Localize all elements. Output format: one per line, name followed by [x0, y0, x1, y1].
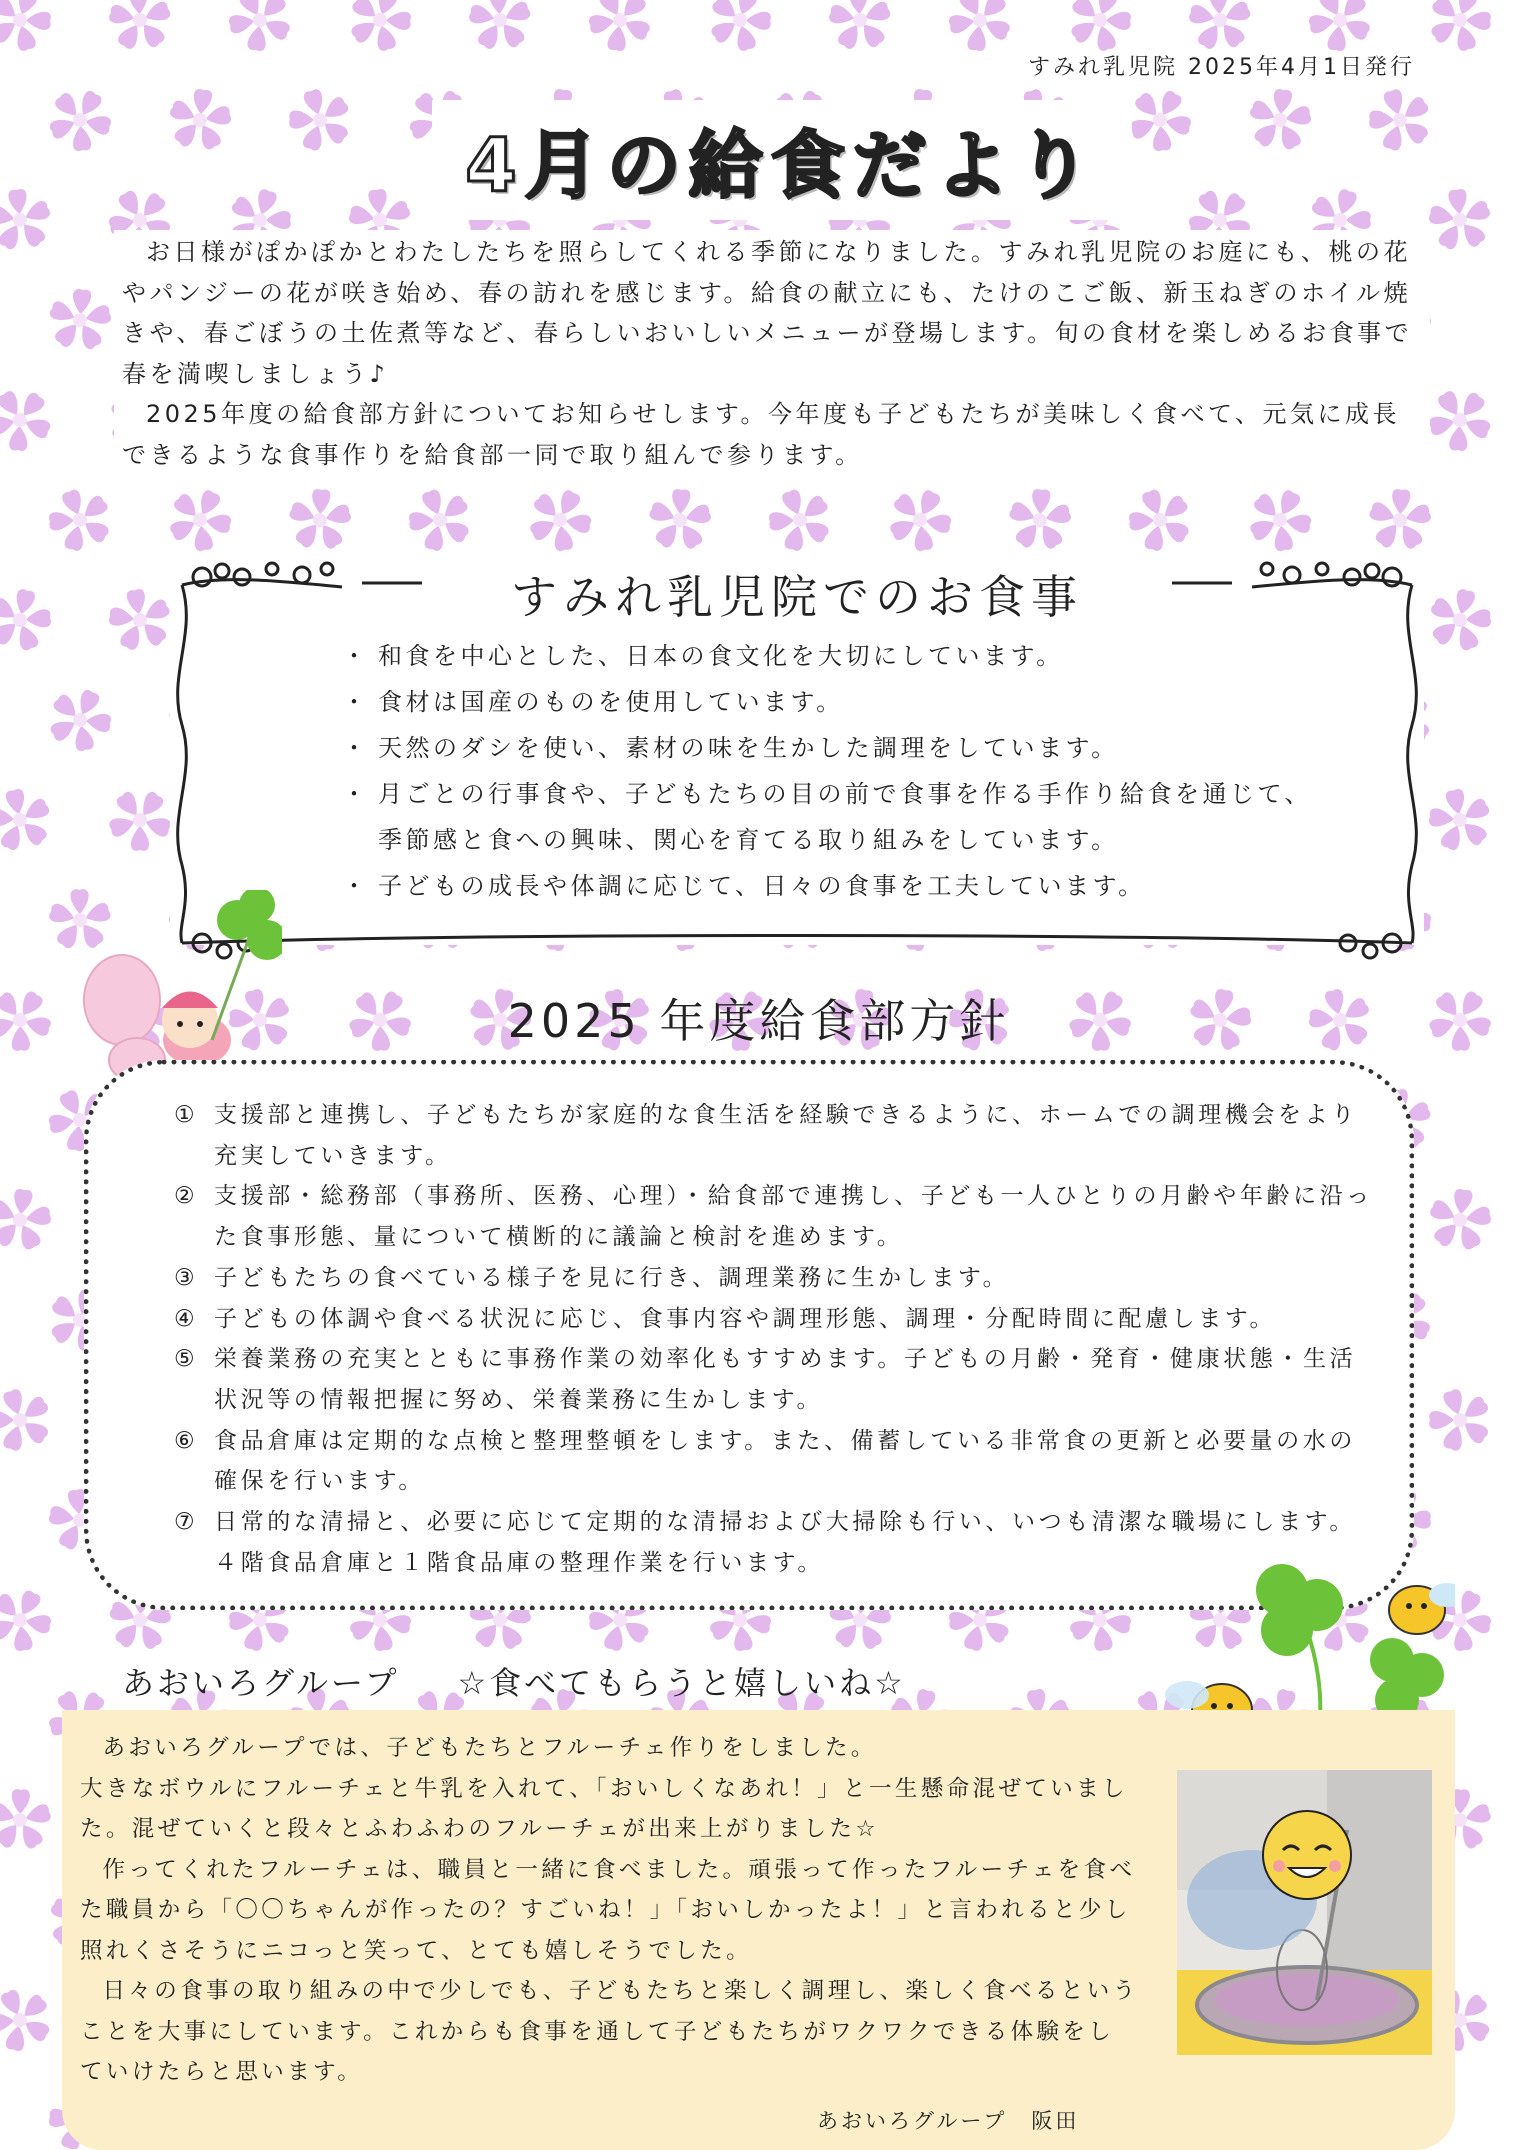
meals-frame	[162, 555, 1432, 960]
policy-number: ④	[174, 1305, 199, 1332]
policy-item	[174, 1339, 1374, 1420]
policy-number: ⑦	[174, 1509, 199, 1536]
group-paragraph: 日々の食事の取り組みの中で少しでも、子どもたちと楽しく調理し、楽しく食べるということを大事にしています。これからも食事を通して子どもたちがワクワクできる体験をしていけたらと思います。	[80, 1978, 1139, 2085]
list-item	[342, 679, 1312, 725]
bullet: ・	[342, 642, 370, 670]
list-item-text: 天然のダシを使い、素材の味を生かした調理をしています。	[378, 734, 1119, 762]
policy-item	[174, 1176, 1374, 1257]
list-item-text: 季節感と食への興味、関心を育てる取り組みをしています。	[378, 826, 1119, 854]
smiley-face-icon	[1263, 1811, 1351, 1899]
bullet: ・	[342, 872, 370, 900]
policy-title: 2025 年度給食部方針	[507, 994, 1010, 1048]
group-name: あおいろグループ	[122, 1664, 400, 1702]
cooking-photo	[1177, 1770, 1432, 2055]
sakura-flower-icon	[0, 582, 59, 657]
group-text	[80, 1728, 1140, 2093]
bullet: ・	[342, 734, 370, 762]
group-heading	[122, 1658, 906, 1704]
intro-paragraph-2: 2025年度の給食部方針についてお知らせします。今年度も子どもたちが美味しく食べて、元気に成長できるような食事作りを給食部一同で取り組んで参ります。	[122, 400, 1400, 469]
policy-list	[174, 1095, 1374, 1583]
sakura-flower-icon	[0, 777, 63, 863]
sakura-flower-icon	[0, 1185, 56, 1254]
meals-title: すみれ乳児院でのお食事	[511, 570, 1083, 624]
intro-paragraph-1: お日様がぽかぽかとわたしたちを照らしてくれる季節になりました。すみれ乳児院のお庭にも、桃の花やパンジーの花が咲き始め、春の訪れを感じます。給食の献立にも、たけのこご飯、新玉ねぎのホイル焼きや、春ごぼうの土佐煮等など、春らしいおいしいメニューが登場します。旬の食材を楽しめるお食事で春を満喫しましょう♪	[122, 238, 1413, 388]
group-paragraph: あおいろグループでは、子どもたちとフルーチェ作りをしました。	[102, 1735, 877, 1761]
meals-list	[342, 633, 1312, 909]
sakura-flower-icon	[0, 1376, 64, 1464]
list-item-text: 子どもの成長や体調に応じて、日々の食事を工夫しています。	[378, 872, 1146, 900]
policy-number: ③	[174, 1264, 199, 1291]
policy-number: ①	[174, 1102, 199, 1128]
list-item	[342, 725, 1312, 771]
group-subtitle: ☆食べてもらうと嬉しいね☆	[457, 1664, 906, 1702]
policy-number: ②	[174, 1183, 199, 1210]
bullet: ・	[342, 780, 370, 808]
sakura-flower-icon	[0, 1976, 64, 2064]
group-report	[62, 1710, 1455, 2150]
list-item	[342, 633, 1312, 679]
list-item-text: 和食を中心とした、日本の食文化を大切にしています。	[378, 642, 1064, 670]
list-item	[342, 863, 1312, 909]
newsletter-page	[62, 20, 1455, 2133]
policy-text: 支援部と連携し、子どもたちが家庭的な食生活を経験できるように、ホームでの調理機会をより充実していきます。	[214, 1102, 1358, 1169]
title-banner	[432, 100, 1132, 220]
policy-text: 子どもの体調や食べる状況に応じ、食事内容や調理形態、調理・分配時間に配慮します。	[214, 1305, 1277, 1332]
sakura-flower-icon	[0, 0, 61, 59]
policy-text: 支援部・総務部（事務所、医務、心理）・給食部で連携し、子ども一人ひとりの月齢や年齢に沿った食事形態、量について横断的に議論と検討を進めます。	[214, 1183, 1373, 1251]
policy-item	[174, 1299, 1374, 1340]
page-title: 4月の給食だより	[465, 123, 1099, 209]
signature: あおいろグループ 阪田	[817, 2109, 1080, 2133]
policy-box	[84, 1060, 1414, 1610]
bullet: ・	[342, 688, 370, 716]
policy-text: 栄養業務の充実とともに事務作業の効率化もすすめます。子どもの月齢・発育・健康状態・生活状況等の情報把握に努め、栄養業務に生かします。	[214, 1346, 1357, 1413]
sakura-flower-icon	[0, 1788, 53, 1851]
list-item-text: 食材は国産のものを使用しています。	[378, 688, 844, 716]
policy-text: 子どもたちの食べている様子を見に行き、調理業務に生かします。	[214, 1264, 1010, 1291]
list-item-continuation	[342, 817, 1312, 863]
list-item	[342, 771, 1312, 817]
sakura-flower-icon	[0, 1578, 63, 1662]
group-paragraph: 作ってくれたフルーチェは、職員と一緒に食べました。頑張って作ったフルーチェを食べた職員から「〇〇ちゃんが作ったの？すごいね！」「おいしかったよ！」と言われると少し照れくさそうにニコっと笑って、とても嬉しそうでした。	[80, 1856, 1136, 1964]
sakura-flower-icon	[0, 178, 61, 261]
policy-item	[174, 1421, 1374, 1502]
list-item-text: 月ごとの行事食や、子どもたちの目の前で食事を作る手作り給食を通じて、	[378, 780, 1313, 808]
group-paragraph: 大きなボウルにフルーチェと牛乳を入れて、「おいしくなあれ！」と一生懸命混ぜていました。混ぜていくと段々とふわふわのフルーチェが出来上がりました☆	[80, 1775, 1128, 1842]
policy-text: 食品倉庫は定期的な点検と整理整頓をします。また、備蓄している非常食の更新と必要量の水の確保を行います。	[214, 1427, 1356, 1495]
policy-text: 日常的な清掃と、必要に応じて定期的な清掃および大掃除も行い、いつも清潔な職場にします。４階食品倉庫と１階食品庫の整理作業を行います。	[214, 1509, 1356, 1576]
sakura-flower-icon	[0, 977, 64, 1063]
sakura-flower-icon	[0, 376, 64, 464]
policy-item	[174, 1258, 1374, 1299]
intro-text	[114, 230, 1430, 477]
policy-item	[174, 1095, 1374, 1176]
publisher-date: すみれ乳児院 2025年4月1日発行	[1028, 55, 1415, 80]
policy-number: ⑤	[174, 1346, 199, 1373]
policy-number: ⑥	[174, 1427, 199, 1454]
